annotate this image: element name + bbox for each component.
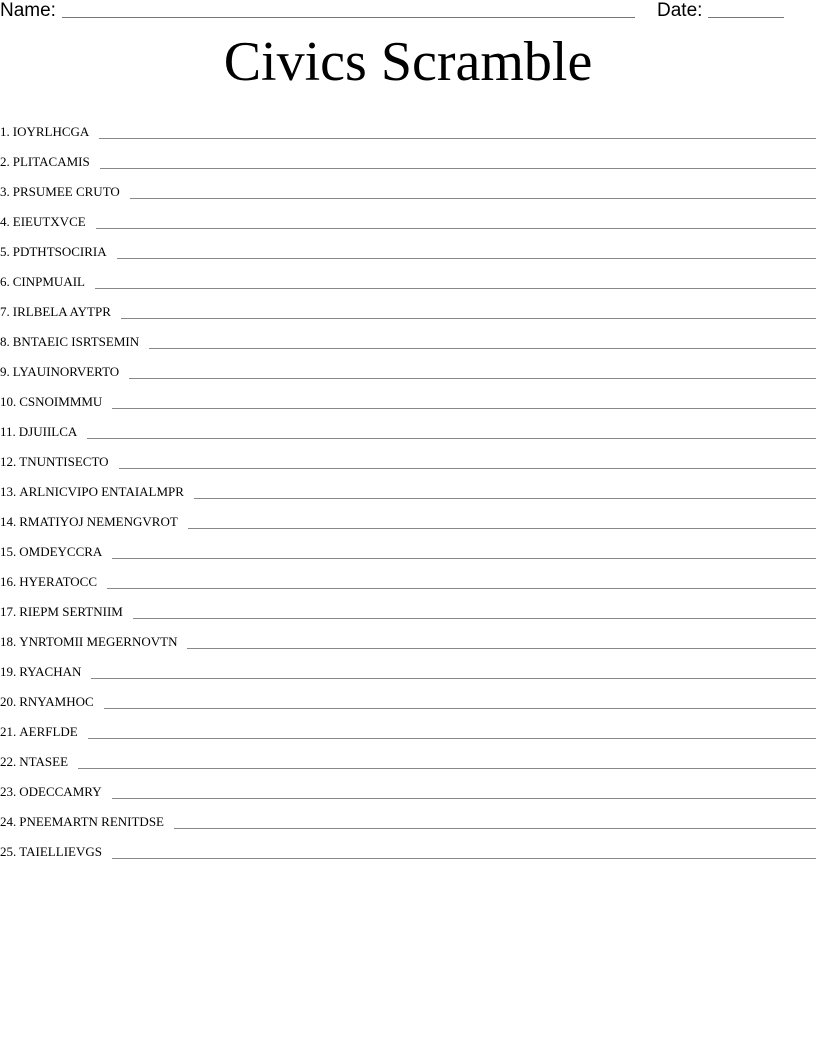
scrambled-word: HYERATOCC [19, 574, 98, 589]
scrambled-word: PDTHTSOCIRIA [12, 244, 107, 259]
list-item [0, 291, 816, 321]
item-number: 11. [0, 424, 16, 439]
list-item [0, 261, 816, 291]
list-item [0, 171, 816, 201]
list-item [0, 741, 816, 771]
list-item [0, 561, 816, 591]
item-number: 4. [0, 214, 10, 229]
item-number: 20. [0, 694, 17, 709]
item-number: 6. [0, 274, 10, 289]
scrambled-word: PLITACAMIS [12, 154, 90, 169]
answer-write-line [117, 257, 816, 259]
answer-write-line [104, 707, 816, 709]
item-number: 21. [0, 724, 17, 739]
list-item [0, 441, 816, 471]
scrambled-word: ARLNICVIPO ENTAIALMPR [19, 484, 184, 499]
list-item [0, 321, 816, 351]
answer-write-line [112, 407, 816, 409]
list-item [0, 471, 816, 501]
answer-write-line [107, 587, 816, 589]
scrambled-word: RYACHAN [19, 664, 82, 679]
answer-write-line [130, 197, 816, 199]
scrambled-word: RMATIYOJ NEMENGVROT [19, 514, 178, 529]
answer-write-line [88, 737, 816, 739]
answer-write-line [187, 647, 816, 649]
list-item [0, 411, 816, 441]
answer-write-line [149, 347, 816, 349]
scrambled-word: YNRTOMII MEGERNOVTN [19, 634, 178, 649]
item-number: 10. [0, 394, 17, 409]
scramble-list [0, 111, 816, 861]
item-number: 15. [0, 544, 17, 559]
item-number: 2. [0, 154, 10, 169]
date-write-line [708, 17, 784, 18]
scrambled-word: CSNOIMMMU [19, 394, 103, 409]
item-number: 12. [0, 454, 17, 469]
answer-write-line [112, 857, 816, 859]
item-number: 9. [0, 364, 10, 379]
scrambled-word: DJUIILCA [18, 424, 78, 439]
answer-write-line [194, 497, 816, 499]
list-item [0, 711, 816, 741]
answer-write-line [188, 527, 816, 529]
worksheet-header [0, 0, 816, 22]
item-number: 19. [0, 664, 17, 679]
item-number: 22. [0, 754, 17, 769]
scrambled-word: IRLBELA AYTPR [12, 304, 111, 319]
answer-write-line [174, 827, 816, 829]
scrambled-word: RNYAMHOC [19, 694, 94, 709]
list-item [0, 141, 816, 171]
scrambled-word: PRSUMEE CRUTO [12, 184, 120, 199]
scrambled-word: AERFLDE [19, 724, 78, 739]
list-item [0, 531, 816, 561]
scrambled-word: ODECCAMRY [19, 784, 102, 799]
scrambled-word: EIEUTXVCE [12, 214, 86, 229]
item-number: 24. [0, 814, 17, 829]
item-number: 17. [0, 604, 17, 619]
answer-write-line [91, 677, 816, 679]
answer-write-line [87, 437, 816, 439]
item-number: 5. [0, 244, 10, 259]
answer-write-line [119, 467, 816, 469]
list-item [0, 831, 816, 861]
item-number: 3. [0, 184, 10, 199]
list-item [0, 351, 816, 381]
list-item [0, 381, 816, 411]
scrambled-word: TAIELLIEVGS [19, 844, 102, 859]
list-item [0, 621, 816, 651]
list-item [0, 771, 816, 801]
list-item [0, 681, 816, 711]
answer-write-line [100, 167, 816, 169]
answer-write-line [95, 287, 816, 289]
list-item [0, 231, 816, 261]
item-number: 14. [0, 514, 17, 529]
answer-write-line [112, 557, 816, 559]
scrambled-word: LYAUINORVERTO [12, 364, 120, 379]
scrambled-word: IOYRLHCGA [12, 124, 90, 139]
answer-write-line [112, 797, 816, 799]
answer-write-line [99, 137, 816, 139]
name-write-line [62, 17, 635, 18]
list-item [0, 651, 816, 681]
list-item [0, 111, 816, 141]
name-label: Name: [0, 0, 56, 21]
scrambled-word: PNEEMARTN RENITDSE [19, 814, 164, 829]
list-item [0, 801, 816, 831]
answer-write-line [133, 617, 816, 619]
page-title: Civics Scramble [223, 31, 593, 93]
date-label: Date: [657, 0, 703, 21]
answer-write-line [121, 317, 816, 319]
item-number: 1. [0, 124, 10, 139]
item-number: 7. [0, 304, 10, 319]
scrambled-word: NTASEE [19, 754, 69, 769]
scrambled-word: CINPMUAIL [12, 274, 85, 289]
item-number: 18. [0, 634, 17, 649]
answer-write-line [129, 377, 816, 379]
scrambled-word: BNTAEIC ISRTSEMIN [12, 334, 140, 349]
item-number: 13. [0, 484, 17, 499]
list-item [0, 201, 816, 231]
answer-write-line [96, 227, 816, 229]
list-item [0, 591, 816, 621]
item-number: 8. [0, 334, 10, 349]
answer-write-line [78, 767, 816, 769]
item-number: 16. [0, 574, 17, 589]
item-number: 23. [0, 784, 17, 799]
scrambled-word: TNUNTISECTO [19, 454, 109, 469]
list-item [0, 501, 816, 531]
scrambled-word: OMDEYCCRA [19, 544, 103, 559]
item-number: 25. [0, 844, 17, 859]
scrambled-word: RIEPM SERTNIIM [19, 604, 123, 619]
